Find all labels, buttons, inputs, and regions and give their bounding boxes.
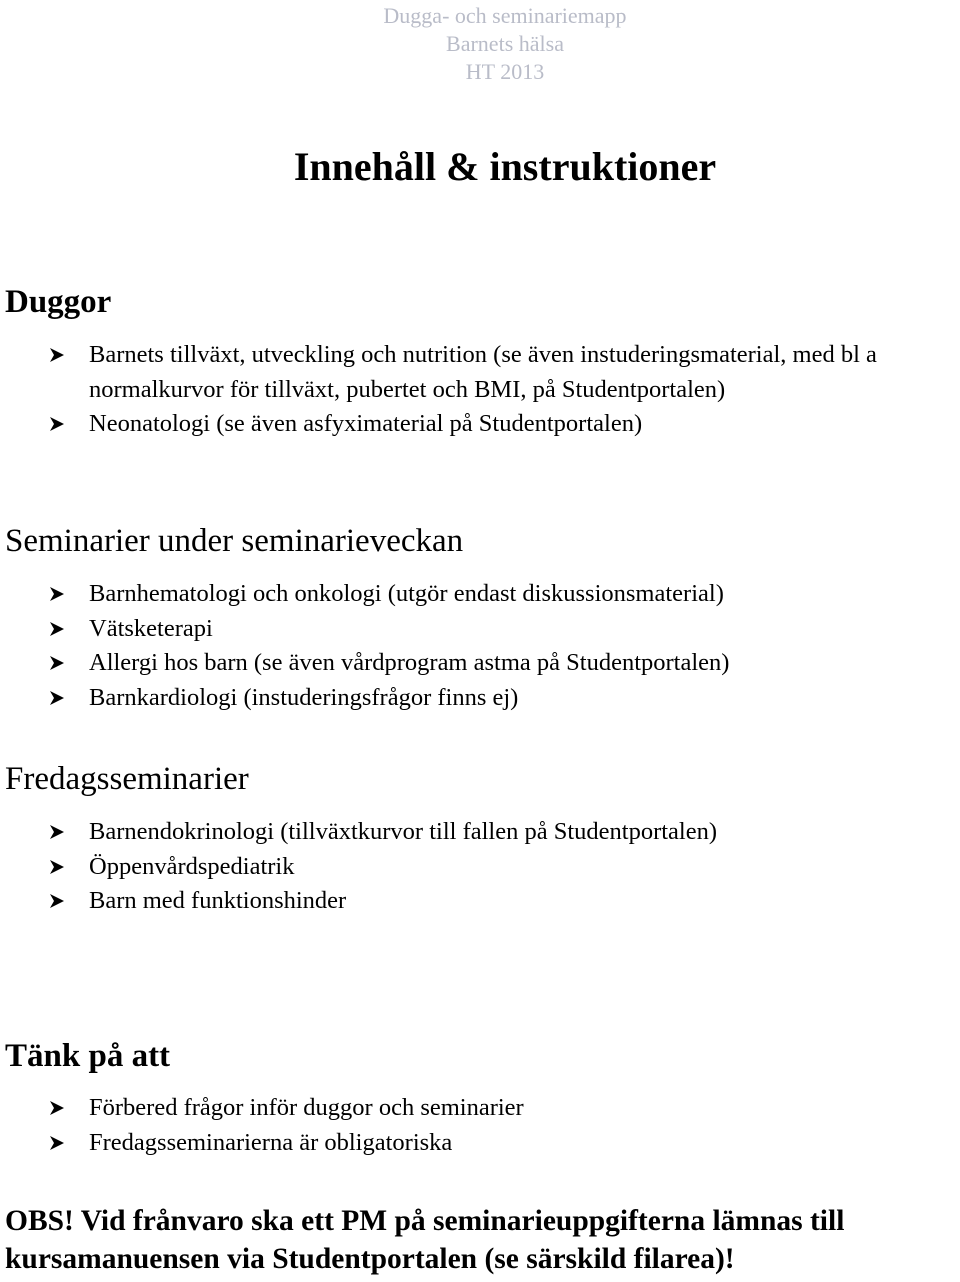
arrow-bullet-icon [49,690,65,706]
section-heading-fredagsseminarier: Fredagsseminarier [5,761,249,797]
list-seminarier [0,577,949,715]
list-item [0,884,949,919]
arrow-bullet-icon [49,1100,65,1116]
arrow-bullet-icon [49,621,65,637]
list-item [0,850,949,885]
list-item-text: Öppenvårdspediatrik [89,852,295,880]
header-line-3: HT 2013 [465,59,545,84]
arrow-bullet-icon [49,586,65,602]
list-item [0,1091,949,1126]
list-item-text: Allergi hos barn (se även vårdprogram astma på Studentportalen) [89,649,730,676]
list-item [0,338,949,407]
list-item [0,681,949,716]
arrow-bullet-icon [49,893,65,909]
list-item-text: Vätsketerapi [89,614,213,642]
list-item [0,612,949,647]
document-header [0,2,960,86]
page-title: Innehåll & instruktioner [293,144,717,189]
list-item [0,646,949,681]
obs-line-2: kursamanuensen via Studentportalen (se särskild filarea)! [5,1243,735,1275]
obs-notice [5,1202,960,1278]
list-tank-pa-att [0,1091,949,1160]
list-item [0,1126,949,1161]
list-item-text: Barnhematologi och onkologi (utgör endast diskussionsmaterial) [89,580,724,607]
arrow-bullet-icon [49,824,65,840]
list-item-text: Barnendokrinologi (tillväxtkurvor till fallen på Studentportalen) [89,818,718,845]
list-item-text: Neonatologi (se även asfyximaterial på Studentportalen) [89,410,643,437]
list-item [0,815,949,850]
list-item-text: Barn med funktionshinder [89,887,347,914]
list-duggor [0,338,949,442]
arrow-bullet-icon [49,347,65,363]
arrow-bullet-icon [49,859,65,875]
section-heading-tank-pa-att: Tänk på att [5,1038,171,1074]
header-line-2: Barnets hälsa [446,31,564,56]
list-item [0,407,949,442]
list-item-text: Förbered frågor inför duggor och seminarier [89,1094,524,1121]
list-item-text: Barnkardiologi (instuderingsfrågor finns ej) [89,683,519,711]
list-fredagsseminarier [0,815,949,919]
list-item-text: Fredagsseminarierna är obligatoriska [89,1128,453,1156]
section-heading-seminarier: Seminarier under seminarieveckan [5,523,464,559]
arrow-bullet-icon [49,416,65,432]
arrow-bullet-icon [49,1135,65,1151]
obs-line-1: OBS! Vid frånvaro ska ett PM på seminarieuppgifterna lämnas till [5,1205,845,1237]
section-heading-duggor: Duggor [5,284,112,320]
header-line-1: Dugga- och seminariemapp [383,3,627,28]
list-item [0,577,949,612]
list-item-text: Barnets tillväxt, utveckling och nutrition (se även instuderingsmaterial, med bl a normalkurvor för tillväxt, pubertet och BMI, på Studentportalen) [89,341,877,403]
arrow-bullet-icon [49,655,65,671]
